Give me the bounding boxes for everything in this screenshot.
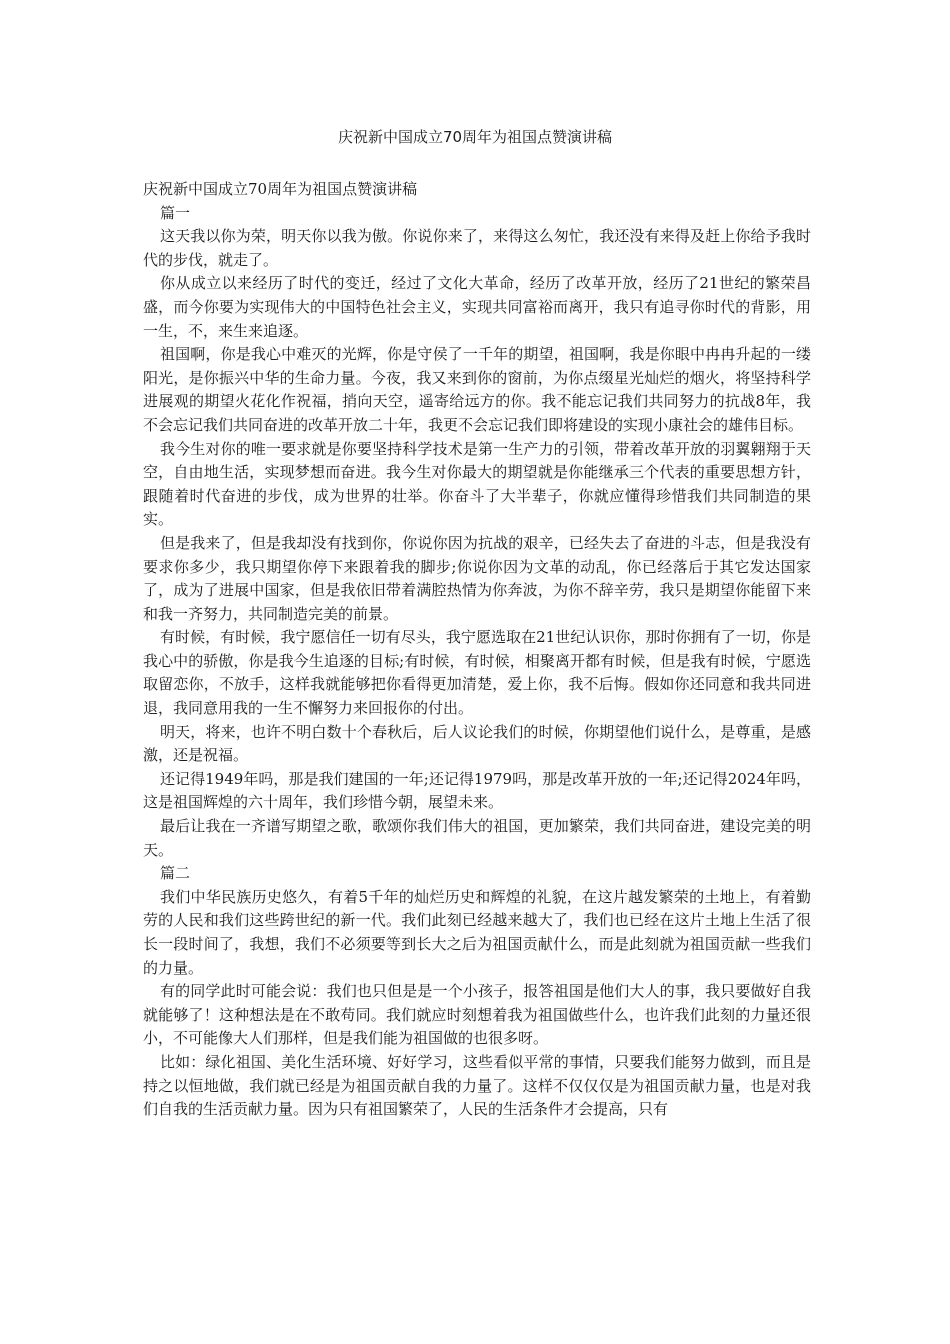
paragraph: 我们中华民族历史悠久，有着5千年的灿烂历史和辉煌的礼貌，在这片越发繁荣的土地上，有着勤劳的人民和我们这些跨世纪的新一代。我们此刻已经越来越大了，我们也已经在这片土地上生活了很长一段时间了，我想，我们不必须要等到长大之后为祖国贡献什么，而是此刻就为祖国贡献一些我们的力量。	[143, 887, 811, 977]
paragraph: 这天我以你为荣，明天你以我为傲。你说你来了，来得这么匆忙，我还没有来得及赶上你给予我时代的步伐，就走了。	[143, 227, 811, 269]
document-subtitle: 庆祝新中国成立70周年为祖国点赞演讲稿	[143, 180, 418, 198]
paragraph: 你从成立以来经历了时代的变迁，经过了文化大革命，经历了改革开放，经历了21世纪的繁荣昌盛，而今你要为实现伟大的中国特色社会主义，实现共同富裕而离开，我只有追寻你时代的背影，用一生，不，来生来追逐。	[143, 274, 811, 340]
paragraph: 祖国啊，你是我心中难灭的光辉，你是守侯了一千年的期望，祖国啊，我是你眼中冉冉升起的一缕阳光，是你振兴中华的生命力量。今夜，我又来到你的窗前，为你点缀星光灿烂的烟火，将坚持科学进展观的期望火花化作祝福，捎向天空，遥寄给远方的你。我不能忘记我们共同努力的抗战8年，我不会忘记我们共同奋进的改革开放二十年，我更不会忘记我们即将建设的实现小康社会的雄伟目标。	[143, 345, 811, 434]
paragraph: 还记得1949年吗，那是我们建国的一年;还记得1979吗，那是改革开放的一年;还记得2024年吗，这是祖国辉煌的六十周年，我们珍惜今朝，展望未来。	[143, 769, 811, 812]
page-title: 庆祝新中国成立70周年为祖国点赞演讲稿	[337, 128, 613, 146]
section-heading-2: 篇二	[160, 864, 191, 883]
document-body	[143, 178, 811, 1122]
section-heading-1: 篇一	[160, 203, 191, 222]
paragraph: 有的同学此时可能会说：我们也只但是是一个小孩子，报答祖国是他们大人的事，我只要做好自我就能够了！这种想法是在不敢苟同。我们就应时刻想着我为祖国做些什么，也许我们此刻的力量还很小，不可能像大人们那样，但是我们能为祖国做的也很多呀。	[143, 982, 811, 1048]
paragraph: 最后让我在一齐谱写期望之歌，歌颂你我们伟大的祖国，更加繁荣，我们共同奋进，建设完美的明天。	[143, 817, 811, 859]
paragraph: 明天，将来，也许不明白数十个春秋后，后人议论我们的时候，你期望他们说什么，是尊重，是感激，还是祝福。	[143, 722, 811, 765]
paragraph: 我今生对你的唯一要求就是你要坚持科学技术是第一生产力的引领，带着改革开放的羽翼翱翔于天空，自由地生活，实现梦想而奋进。我今生对你最大的期望就是你能继承三个代表的重要思想方针，跟随着时代奋进的步伐，成为世界的壮举。你奋斗了大半辈子，你就应懂得珍惜我们共同制造的果实。	[143, 439, 811, 529]
paragraph: 比如：绿化祖国、美化生活环境、好好学习，这些看似平常的事情，只要我们能努力做到，而且是持之以恒地做，我们就已经是为祖国贡献自我的力量了。这样不仅仅仅是为祖国贡献力量，也是对我们自我的生活贡献力量。因为只有祖国繁荣了，人民的生活条件才会提高，只有	[143, 1052, 811, 1119]
paragraph: 有时候，有时候，我宁愿信任一切有尽头，我宁愿选取在21世纪认识你，那时你拥有了一切，你是我心中的骄傲，你是我今生追逐的目标;有时候，有时候，相聚离开都有时候，但是我有时候，宁愿选取留恋你，不放手，这样我就能够把你看得更加清楚，爱上你，我不后悔。假如你还同意和我共同进退，我同意用我的一生不懈努力来回报你的付出。	[143, 628, 811, 718]
paragraph: 但是我来了，但是我却没有找到你，你说你因为抗战的艰辛，已经失去了奋进的斗志，但是我没有要求你多少，我只期望你停下来跟着我的脚步;你说你因为文革的动乱，你已经落后于其它发达国家了，成为了进展中国家，但是我依旧带着满腔热情为你奔波，为你不辞辛劳，我只是期望你能留下来和我一齐努力，共同制造完美的前景。	[143, 533, 811, 623]
